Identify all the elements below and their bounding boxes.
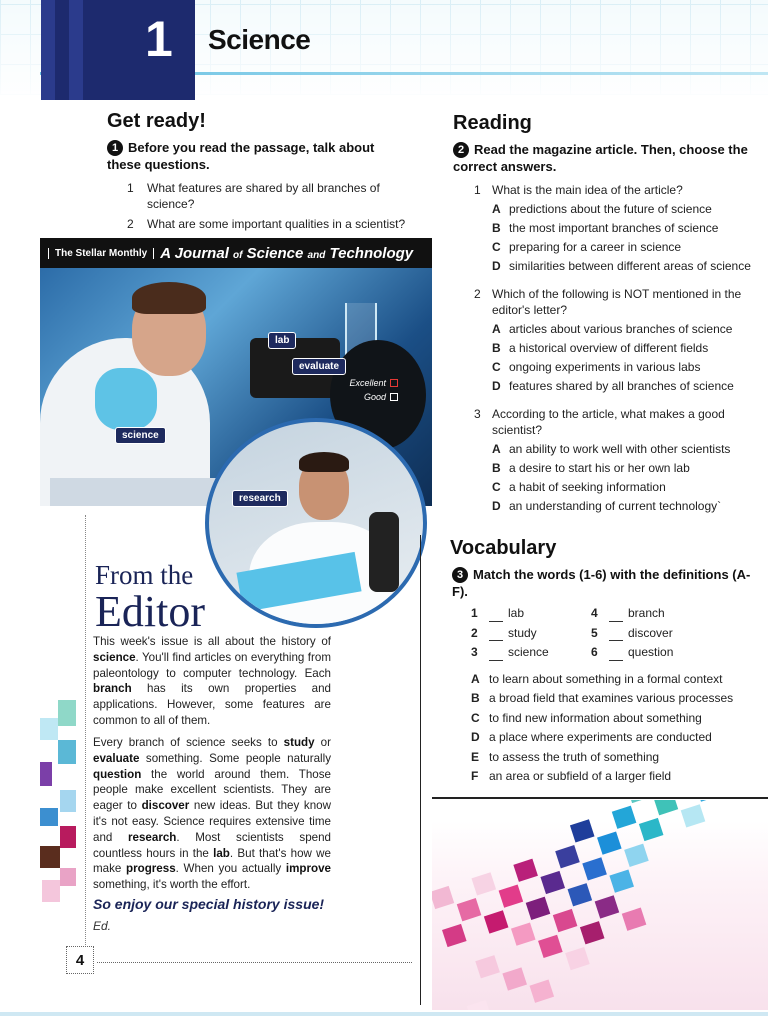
vocabulary-definitions [471, 672, 733, 788]
answer-option: C preparing for a career in science [492, 240, 682, 254]
answer-blank [609, 626, 623, 642]
answer-option: C a habit of seeking information [492, 480, 666, 494]
journal-title: A Journal of Science and Technology [160, 244, 414, 262]
reading-question-1: 1 What is the main idea of the article? A predictions about the future of science B the most important branches of science C preparing for a career in science D similarities between different areas of science [474, 182, 759, 277]
list-item: A to learn about something in a formal context [471, 672, 723, 686]
vocabulary-instruction: 3 Match the words (1-6) with the definitions (A-F). [452, 567, 751, 599]
section-divider [432, 797, 768, 799]
answer-blank [609, 645, 623, 661]
answer-option: D similarities between different areas of science [492, 259, 751, 273]
list-item: C to find new information about something [471, 710, 702, 725]
list-item: 3 science [471, 645, 549, 659]
answer-option: A predictions about the future of science [492, 202, 712, 216]
list-item: 2 study [471, 625, 537, 640]
editor-title: Editor [95, 587, 205, 636]
editor-closing: So enjoy our special history issue! [93, 896, 325, 912]
list-item: 2 What are some important qualities in a scientist? [127, 217, 406, 231]
task-number-icon: 3 [452, 567, 468, 583]
unit-number: 1 [145, 11, 173, 67]
answer-option: D features shared by all branches of science [492, 379, 734, 393]
answer-blank [609, 606, 623, 622]
reading-instruction: 2 Read the magazine article. Then, choose the correct answers. [453, 142, 748, 174]
reading-heading: Reading [453, 112, 532, 134]
reading-question-2: 2 Which of the following is NOT mentioned in the editor's letter? A articles about various branches of science B a historical overview of different fields C ongoing experiments in various labs D features shared by all branches of science [474, 286, 759, 397]
get-ready-heading: Get ready! [107, 110, 206, 132]
answer-option: B the most important branches of science [492, 221, 719, 235]
answer-option: A articles about various branches of science [492, 322, 733, 336]
list-item: 4 branch [591, 606, 665, 620]
editor-signature: Ed. [93, 919, 112, 933]
list-item: 5 discover [591, 625, 673, 640]
vocabulary-heading: Vocabulary [450, 537, 557, 559]
vocabulary-words [471, 606, 711, 665]
editor-paragraph-1: This week's issue is all about the history of science. You'll find articles on everything from paleontology to computer technology. Each branch has its own properties and applications. However, some features are common to all of them. [93, 635, 331, 727]
editor-title-small: From the [95, 560, 194, 590]
editor-paragraph-2: Every branch of science seeks to study or evaluate something. Some people naturally question the world around them. Those people make excellent scientists. They are eager to discover new ideas. But they know it's not easy. Science requires extensive time and research. Most scientists spend countless hours in the lab. But that's how we make progress. When you actually improve something, it's worth the effort. [93, 736, 331, 892]
list-item: B a broad field that examines various processes [471, 691, 734, 706]
page-bottom-line [0, 1012, 768, 1016]
answer-option: B a historical overview of different fields [492, 341, 709, 355]
tag-science: science [115, 427, 166, 444]
journal-banner [40, 238, 432, 268]
checkbox-icon [390, 379, 398, 387]
get-ready-questions [127, 180, 417, 236]
tag-evaluate: evaluate [292, 358, 346, 375]
tag-lab: lab [268, 332, 296, 349]
task-number-icon: 1 [107, 140, 123, 156]
list-item: 6 question [591, 645, 674, 659]
magazine-name: The Stellar Monthly [48, 248, 154, 259]
page-number: 4 [66, 946, 94, 974]
answer-option: D an understanding of current technology` [492, 499, 722, 513]
unit-title: Science [208, 24, 311, 55]
evaluation-checklist-image: Excellent Good [330, 340, 426, 450]
list-item: D a place where experiments are conducted [471, 730, 712, 745]
answer-option: A an ability to work well with other scientists [492, 442, 731, 456]
list-item: 1 What features are shared by all branches of science? [127, 181, 380, 211]
tag-research: research [232, 490, 288, 507]
decorative-mosaic-right [432, 800, 768, 1010]
answer-blank [489, 645, 503, 661]
answer-blank [489, 606, 503, 622]
page-footer-line [97, 962, 412, 963]
column-divider [420, 535, 421, 1005]
list-item: 1 lab [471, 606, 525, 620]
editor-divider [85, 515, 86, 945]
checkbox-icon [390, 393, 398, 401]
answer-blank [489, 626, 503, 642]
list-item: F an area or subfield of a larger field [471, 768, 672, 783]
list-item: E to assess the truth of something [471, 749, 660, 764]
answer-option: B a desire to start his or her own lab [492, 461, 690, 475]
get-ready-instruction: 1 Before you read the passage, talk about these questions. [107, 140, 375, 172]
task-number-icon: 2 [453, 142, 469, 158]
answer-option: C ongoing experiments in various labs [492, 360, 701, 374]
reading-question-3: 3 According to the article, what makes a good scientist? A an ability to work well with other scientists B a desire to start his or her own lab C a habit of seeking information D an understanding of current technology` [474, 406, 759, 517]
scientist-photo [205, 418, 427, 628]
